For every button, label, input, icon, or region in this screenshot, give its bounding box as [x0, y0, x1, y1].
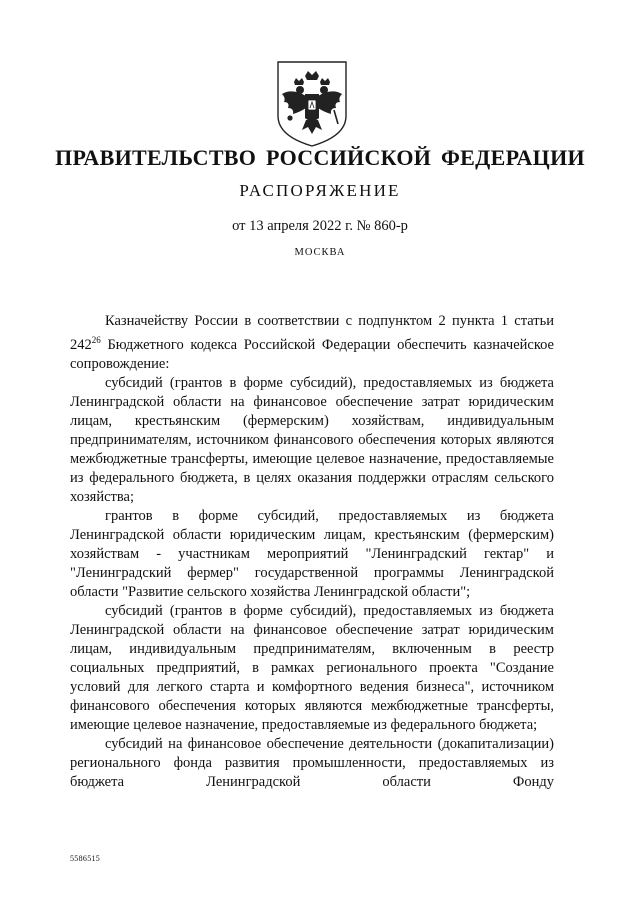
intro-text: Казначейству России в соответствии с подпунктом 2 пункта 1 статьи 242 — [70, 313, 554, 353]
document-city: МОСКВА — [294, 247, 346, 258]
article-superscript: 26 — [91, 335, 101, 345]
document-date-number: от 13 апреля 2022 г. № 860-р — [232, 218, 408, 234]
list-item: грантов в форме субсидий, предоставляемых из бюджета Ленинградской области юридическим лицам, крестьянским (фермерским) хозяйствам - участникам мероприятий "Ленинградский гектар" и "Ленинградский фермер" государственной программы Ленинградской области "Развитие сельского хозяйства Ленинградской области"; — [70, 507, 554, 600]
list-item: субсидий (грантов в форме субсидий), предоставляемых из бюджета Ленинградской области на финансовое обеспечение затрат юридическим лицам, крестьянским (фермерским) хозяйствам, индивидуальным предпринимателям, источником финансового обеспечения которых являются межбюджетные трансферты, имеющие целевое назначение, предоставляемые из федерального бюджета, в целях оказания поддержки отраслям сельского хозяйства; — [70, 374, 554, 505]
intro-text-continued: Бюджетного кодекса Российской Федерации обеспечить казначейское сопровождение: — [70, 336, 554, 372]
intro-paragraph — [70, 312, 554, 374]
list-item: субсидий (грантов в форме субсидий), предоставляемых из бюджета Ленинградской области на финансовое обеспечение затрат юридическим лицам, индивидуальным предпринимателям, включенным в реестр социальных предприятий, в рамках регионального проекта "Создание условий для легкого старта и комфортного ведения бизнеса", источником финансового обеспечения которых являются межбюджетные трансферты, имеющие целевое назначение, предоставляемые из федерального бюджета; — [70, 602, 554, 733]
document-type: РАСПОРЯЖЕНИЕ — [239, 181, 401, 200]
russian-coat-of-arms-icon — [272, 58, 352, 148]
list-item: субсидий на финансовое обеспечение деятельности (докапитализации) регионального фонда развития промышленности, предоставляемых из бюджета Ленинградской области Фонду — [70, 735, 554, 790]
document-code: 5586515 — [70, 854, 101, 863]
government-title: ПРАВИТЕЛЬСТВО РОССИЙСКОЙ ФЕДЕРАЦИИ — [55, 145, 585, 170]
document-body — [70, 312, 554, 792]
